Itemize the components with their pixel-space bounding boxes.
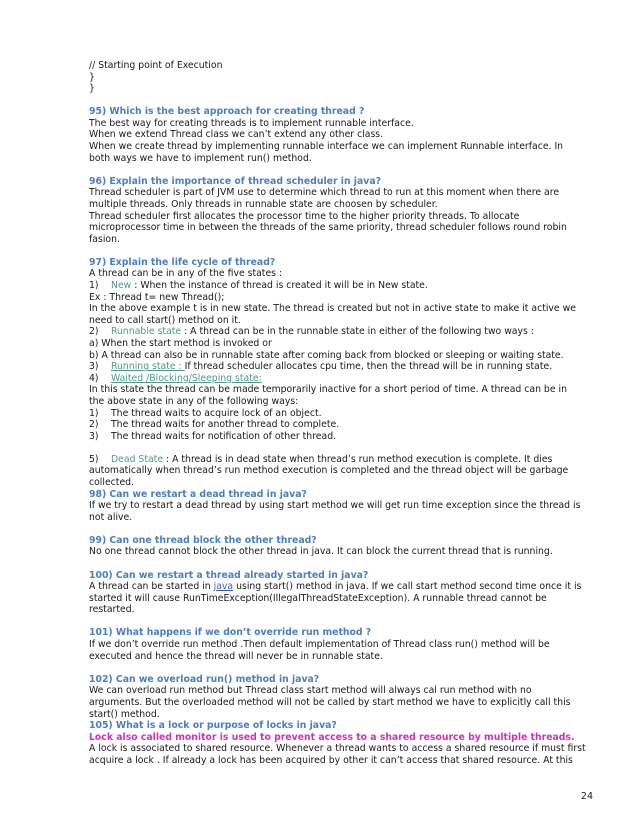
question-heading-96: 96) Explain the importance of thread scheduler in java? [89, 175, 381, 187]
question-heading-95: 95) Which is the best approach for creating thread ? [89, 106, 365, 118]
answer-line: the above state in any of the following ways: [89, 395, 299, 407]
state-item-new: 1) New : When the instance of thread is created it will be in New state. [89, 280, 428, 291]
answer-line: No one thread cannot block the other thread in java. It can block the current thread that is running. [89, 546, 553, 558]
answer-line: multiple threads. Only threads in runnable state are choosen by scheduler. [89, 198, 438, 210]
answer-line: fasion. [89, 233, 120, 245]
wait-reason: 1) The thread waits to acquire lock of an object. [89, 407, 322, 419]
answer-line: acquire a lock . If already a lock has been acquired by other it can’t access that shared resource. At this [89, 754, 573, 766]
state-item-running: 3) Running state : If thread scheduler allocates cpu time, then the thread will be in running state. [89, 361, 553, 373]
page-number: 24 [580, 791, 593, 802]
wait-reason: 2) The thread waits for another thread to complete. [89, 419, 340, 431]
answer-line: need to call start() method on it. [89, 314, 241, 326]
answer-line: start() method. [89, 708, 160, 720]
answer-line: Thread scheduler first allocates the processor time to the higher priority threads. To allocate [89, 210, 520, 222]
answer-line: automatically when thread’s run method execution is completed and the thread object will be garbage [89, 465, 569, 477]
wait-reason: 3) The thread waits for notification of other thread. [89, 430, 337, 442]
state-item-dead: 5) Dead State : A thread is in dead state when thread’s run method execution is complete. It dies [89, 453, 553, 465]
answer-line: In the above example t is in new state. The thread is created but not in active state to make it active we [89, 303, 576, 315]
answer-line: restarted. [89, 604, 135, 616]
state-name: Running state : [111, 361, 185, 373]
answer-line: b) A thread can also be in runnable state after coming back from blocked or sleeping or waiting state. [89, 349, 564, 361]
answer-line: Ex : Thread t= new Thread(); [89, 291, 225, 303]
answer-line: both ways we have to implement run() method. [89, 152, 312, 164]
question-heading-99: 99) Can one thread block the other thread? [89, 534, 317, 546]
answer-line: A thread can be in any of the five states : [89, 268, 283, 280]
highlighted-definition: Lock also called monitor is used to prevent access to a shared resource by multiple threads. [89, 731, 575, 743]
question-heading-105: 105) What is a lock or purpose of locks in java? [89, 720, 337, 732]
answer-line: executed and hence the thread will never be in runnable state. [89, 650, 383, 662]
state-name: Waited /Blocking/Sleeping state: [111, 372, 262, 384]
answer-line: We can overload run method but Thread class start method will always cal run method with no [89, 685, 532, 697]
state-name: Runnable state [111, 326, 182, 338]
document-page [89, 60, 601, 766]
answer-line: started it will cause RunTimeException(IllegalThreadStateException). A runnable thread cannot be [89, 592, 547, 604]
answer-line: not alive. [89, 511, 133, 523]
state-item-runnable: 2) Runnable state : A thread can be in the runnable state in either of the following two ways : [89, 326, 534, 338]
answer-line: The best way for creating threads is to implement runnable interface. [89, 117, 414, 129]
question-heading-101: 101) What happens if we don’t override run method ? [89, 627, 372, 639]
answer-line: In this state the thread can be made temporarily inactive for a short period of time. A thread can be in [89, 384, 567, 396]
question-heading-102: 102) Can we overload run() method in java? [89, 673, 320, 685]
state-name: Dead State [111, 453, 164, 465]
answer-line: If we don’t override run method .Then default implementation of Thread class run() method will be [89, 639, 550, 651]
answer-line: A thread can be started in java using start() method in java. If we call start method second time once it is [89, 581, 582, 593]
answer-line: When we extend Thread class we can’t extend any other class. [89, 129, 384, 141]
question-heading-98: 98) Can we restart a dead thread in java? [89, 488, 307, 500]
answer-line: collected. [89, 477, 135, 488]
code-comment: // Starting point of Execution [89, 60, 223, 71]
question-heading-97: 97) Explain the life cycle of thread? [89, 256, 276, 268]
answer-line: Thread scheduler is part of JVM use to determine which thread to run at this moment when there are [89, 187, 560, 199]
answer-line: a) When the start method is invoked or [89, 337, 272, 349]
answer-line: arguments. But the overloaded method will not be called by start method we have to explicitly call this [89, 696, 571, 708]
state-item-waiting: 4) Waited /Blocking/Sleeping state: [89, 372, 262, 384]
code-brace: } [89, 83, 95, 95]
answer-line: If we try to restart a dead thread by using start method we will get run time exception since the thread is [89, 500, 581, 512]
answer-line: When we create thread by implementing runnable interface we can implement Runnable interface. In [89, 141, 564, 153]
answer-line: microprocessor time in between the threads of the same priority, thread scheduler follows round robin [89, 222, 567, 234]
answer-line: A lock is associated to shared resource. Whenever a thread wants to access a shared resource if must first [89, 743, 586, 755]
java-link[interactable]: java [213, 581, 234, 593]
code-brace: } [89, 71, 95, 83]
question-heading-100: 100) Can we restart a thread already started in java? [89, 569, 369, 581]
state-name: New [111, 280, 132, 291]
